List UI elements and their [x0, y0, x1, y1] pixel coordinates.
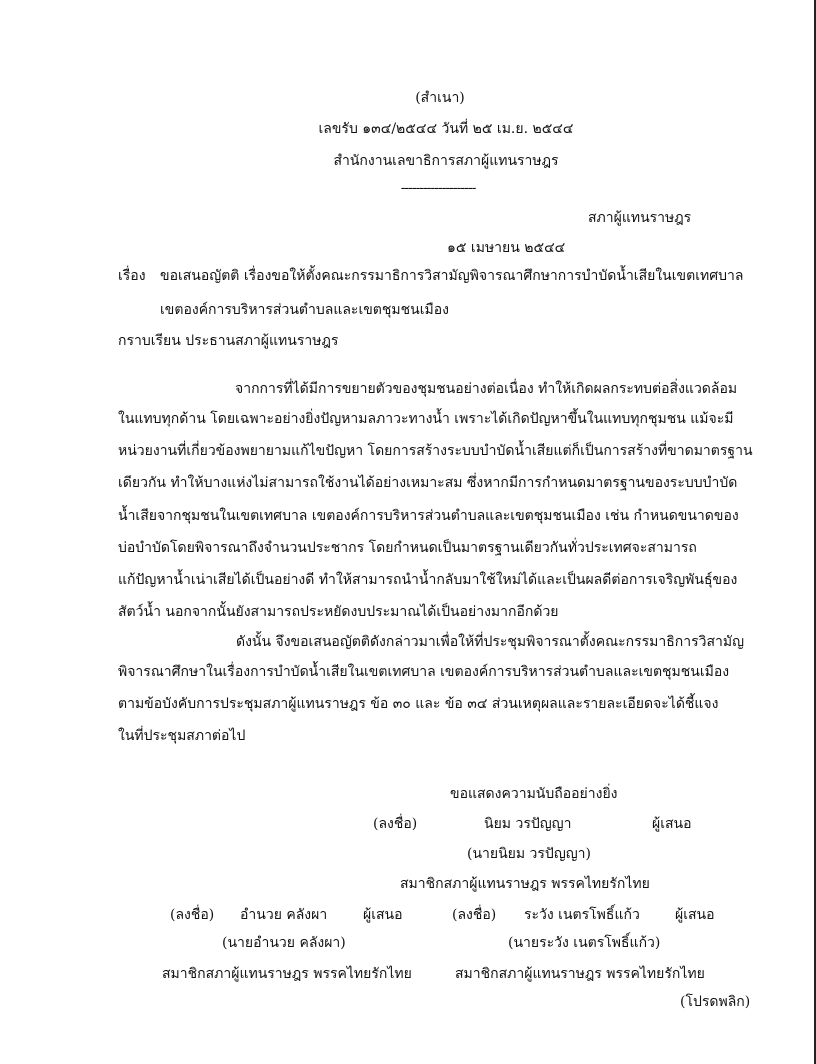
paragraph-1-line: บ่อบำบัดโดยพิจารณาถึงจำนวนประชากร โดยกำหนดเป็นมาตรฐานเดียวกันทั่วประเทศจะสามารถ: [118, 540, 697, 556]
left-signatory-full-name: (นายอำนวย คลังผา): [222, 935, 346, 951]
paragraph-1-line: สัตว์น้ำ นอกจากนั้นยังสามารถประหยัดงบประมาณได้เป็นอย่างมากอีกด้วย: [118, 604, 559, 620]
subject-label: เรื่อง: [118, 268, 146, 284]
paragraph-1-line: จากการที่ได้มีการขยายตัวของชุมชนอย่างต่อเนื่อง ทำให้เกิดผลกระทบต่อสิ่งแวดล้อม: [235, 381, 738, 397]
left-signatory-position: สมาชิกสภาผู้แทนราษฎร พรรคไทยรักไทย: [162, 966, 412, 982]
paragraph-2-line: ดังนั้น จึงขอเสนอญัตติดังกล่าวมาเพื่อให้ที่ประชุมพิจารณาตั้งคณะกรรมาธิการวิสามัญ: [236, 634, 745, 650]
office-name: สำนักงานเลขาธิการสภาผู้แทนราษฎร: [333, 153, 559, 169]
main-signatory-name: นิยม วรปัญญา: [484, 816, 572, 832]
paragraph-1-line: ในแทบทุกด้าน โดยเฉพาะอย่างยิ่งปัญหามลภาวะทางน้ำ เพราะได้เกิดปัญหาขึ้นในแทบทุกชุมชน แม้จะมี: [118, 411, 734, 427]
letter-place: สภาผู้แทนราษฎร: [588, 210, 692, 226]
main-signatory-role: ผู้เสนอ: [652, 816, 692, 832]
paragraph-1-line: น้ำเสียจากชุมชนในเขตเทศบาล เขตองค์การบริหารส่วนตำบลและเขตชุมชนเมือง เช่น กำหนดขนาดของ: [118, 508, 739, 524]
subject-line-1: ขอเสนอญัตติ เรื่องขอให้ตั้งคณะกรรมาธิการวิสามัญพิจารณาศึกษาการบำบัดน้ำเสียในเขตเทศบาล: [160, 268, 744, 284]
right-sign-label: (ลงชื่อ): [452, 907, 497, 923]
letter-date: ๑๕ เมษายน ๒๕๔๔: [447, 240, 566, 256]
paragraph-1-line: หน่วยงานที่เกี่ยวข้องพยายามแก้ไขปัญหา โดยการสร้างระบบบำบัดน้ำเสียแต่ก็เป็นการสร้างที่ขาดมาตรฐาน: [118, 443, 753, 459]
main-sign-label: (ลงชื่อ): [373, 816, 418, 832]
right-signatory-position: สมาชิกสภาผู้แทนราษฎร พรรคไทยรักไทย: [455, 966, 705, 982]
paragraph-1-line: แก้ปัญหาน้ำเน่าเสียได้เป็นอย่างดี ทำให้สามารถนำน้ำกลับมาใช้ใหม่ได้และเป็นผลดีต่อการเจริญพันธุ์ของ: [118, 572, 738, 588]
paragraph-2-line: พิจารณาศึกษาในเรื่องการบำบัดน้ำเสียในเขตเทศบาล เขตองค์การบริหารส่วนตำบลและเขตชุมชนเมือง: [118, 664, 730, 680]
paragraph-1-line: เดียวกัน ทำให้บางแห่งไม่สามารถใช้งานได้อย่างเหมาะสม ซึ่งหากมีการกำหนดมาตรฐานของระบบบำบัด: [118, 475, 738, 491]
subject-line-2: เขตองค์การบริหารส่วนตำบลและเขตชุมชนเมือง: [160, 302, 449, 318]
left-signatory-name: อำนวย คลังผา: [240, 907, 328, 923]
salutation: กราบเรียน ประธานสภาผู้แทนราษฎร: [118, 333, 339, 349]
receipt-line: เลขรับ ๑๓๔/๒๕๔๔ วันที่ ๒๕ เม.ย. ๒๕๔๔: [318, 121, 574, 137]
paragraph-2-line: ตามข้อบังคับการประชุมสภาผู้แทนราษฎร ข้อ ๓๐ และ ข้อ ๓๔ ส่วนเหตุผลและรายละเอียดจะได้ชี้แจง: [118, 696, 719, 712]
right-signatory-role: ผู้เสนอ: [675, 907, 715, 923]
header-separator: --------------------: [400, 180, 476, 196]
copy-label: (สำเนา): [415, 90, 465, 106]
left-sign-label: (ลงชื่อ): [170, 907, 215, 923]
closing-phrase: ขอแสดงความนับถืออย่างยิ่ง: [450, 786, 618, 802]
main-signatory-full-name: (นายนิยม วรปัญญา): [467, 846, 591, 862]
main-signatory-position: สมาชิกสภาผู้แทนราษฎร พรรคไทยรักไทย: [400, 876, 650, 892]
paragraph-2-line: ในที่ประชุมสภาต่อไป: [118, 728, 246, 744]
left-signatory-role: ผู้เสนอ: [363, 907, 403, 923]
please-turn-over-note: (โปรดพลิก): [680, 994, 751, 1010]
right-signatory-name: ระวัง เนตรโพธิ์แก้ว: [524, 907, 640, 923]
right-signatory-full-name: (นายระวัง เนตรโพธิ์แก้ว): [508, 935, 661, 951]
